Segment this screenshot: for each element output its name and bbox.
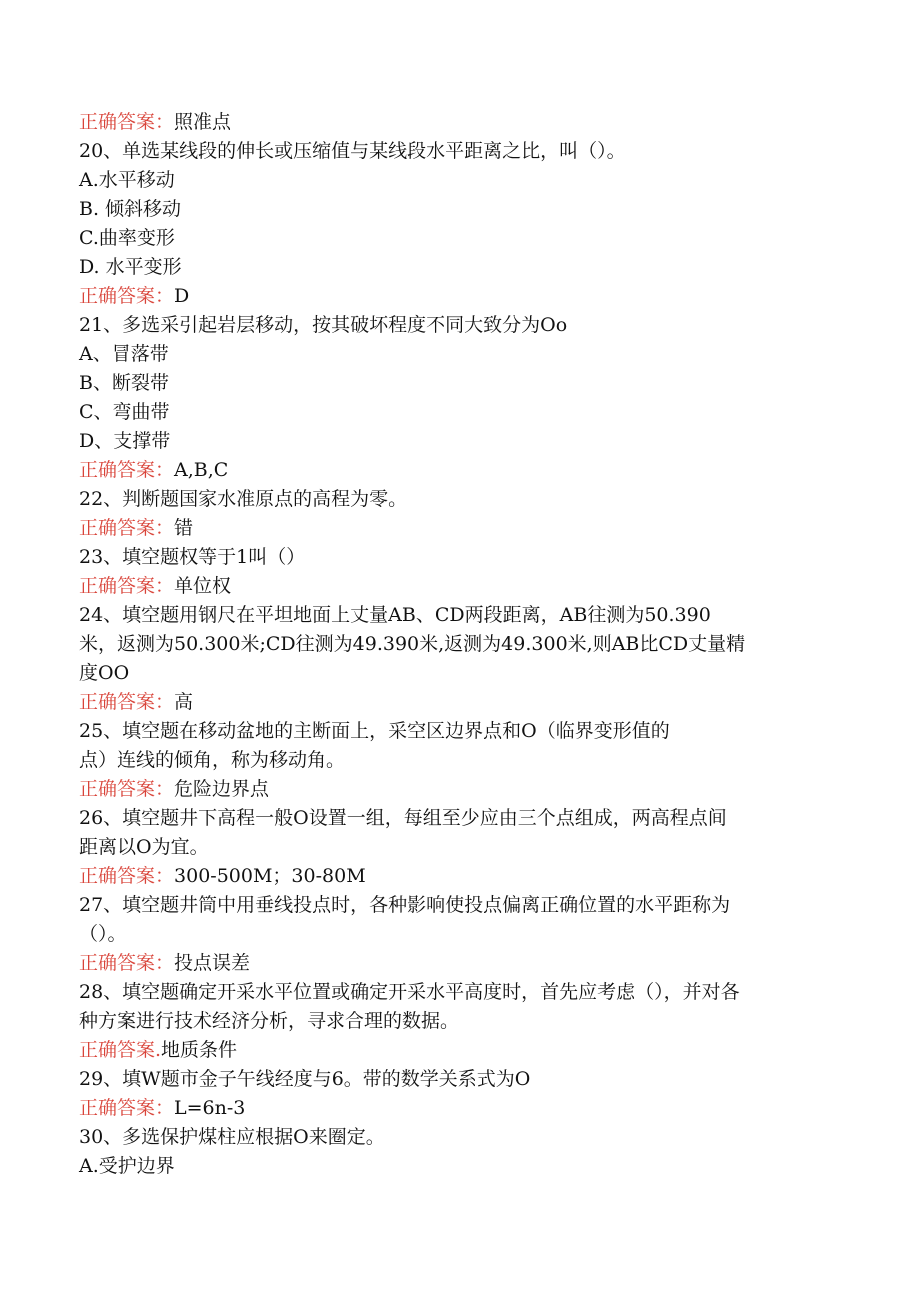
question-text-line: 度OO [79, 662, 130, 684]
question-text-line: 21、多选采引起岩层移动，按其破坏程度不同大致分为Oo [79, 314, 568, 336]
question-text-line: B、断裂带 [79, 372, 169, 394]
answer-line [79, 949, 850, 978]
answer-line [79, 688, 850, 717]
answer-line [79, 282, 850, 311]
answer-label: 正确答案： [79, 691, 175, 713]
answer-value: 300-500M；30-80M [174, 865, 366, 887]
answer-value: 地质条件 [161, 1039, 238, 1061]
answer-label: 正确答案： [79, 952, 175, 974]
answer-label: 正确答案. [79, 1039, 162, 1061]
question-text-line: A.受护边界 [79, 1155, 175, 1177]
answer-value: 高 [174, 691, 194, 713]
answer-value: 照准点 [174, 111, 232, 133]
answer-value: 错 [174, 517, 194, 539]
question-text-line: 25、填空题在移动盆地的主断面上，采空区边界点和O（临界变形值的 [79, 720, 670, 742]
question-text-line: 20、单选某线段的伸长或压缩值与某线段水平距离之比，叫（）。 [79, 140, 626, 162]
question-text-line: A.水平移动 [79, 169, 175, 191]
question-text-line: B. 倾斜移动 [79, 198, 182, 220]
question-text-line: 24、填空题用钢尺在平坦地面上丈量AB、CD两段距离，AB往测为50.390 [79, 604, 711, 626]
question-text-line: 22、判断题国家水准原点的高程为零。 [79, 488, 408, 510]
answer-label: 正确答案： [79, 1097, 175, 1119]
answer-line [79, 1094, 850, 1123]
question-text-line: C.曲率变形 [79, 227, 175, 249]
answer-line [79, 572, 850, 601]
answer-line [79, 108, 850, 137]
answer-label: 正确答案： [79, 111, 175, 133]
answer-value: 投点误差 [174, 952, 251, 974]
answer-line [79, 1036, 850, 1065]
answer-line [79, 862, 850, 891]
question-text-line: 28、填空题确定开采水平位置或确定开采水平高度时，首先应考虑（），并对各 [79, 981, 740, 1003]
question-text-line: 23、填空题权等于1叫（） [79, 546, 306, 568]
question-text-line: A、冒落带 [79, 343, 169, 365]
answer-value: D [174, 285, 190, 307]
question-text-line: C、弯曲带 [79, 401, 170, 423]
question-text-line: 29、填W题市金子午线经度与6。带的数学关系式为O [79, 1068, 531, 1090]
answer-value: L=6n-3 [174, 1097, 246, 1119]
answer-label: 正确答案： [79, 778, 175, 800]
question-text-line: 27、填空题井筒中用垂线投点时，各种影响使投点偏离正确位置的水平距称为 [79, 894, 731, 916]
question-text-line: D. 水平变形 [79, 256, 182, 278]
answer-line [79, 514, 850, 543]
answer-value: 单位权 [174, 575, 232, 597]
answer-label: 正确答案： [79, 285, 175, 307]
answer-label: 正确答案： [79, 517, 175, 539]
question-text-line: 点）连线的倾角，称为移动角。 [79, 749, 346, 771]
answer-label: 正确答案： [79, 865, 175, 887]
answer-value: 危险边界点 [174, 778, 270, 800]
question-text-line: D、支撑带 [79, 430, 171, 452]
question-text-line: 种方案进行技术经济分析，寻求合理的数据。 [79, 1010, 460, 1032]
question-text-line: 距离以O为宜。 [79, 836, 209, 858]
answer-label: 正确答案： [79, 459, 175, 481]
question-text-line: 26、填空题井下高程一般O设置一组，每组至少应由三个点组成，两高程点间 [79, 807, 727, 829]
answer-line [79, 775, 850, 804]
question-text-line: 米，返测为50.300米;CD往测为49.390米,返测为49.300米,则AB比CD丈量精 [79, 633, 746, 655]
question-text-line: （）。 [79, 923, 127, 945]
answer-line [79, 456, 850, 485]
answer-value: A,B,C [174, 459, 229, 481]
answer-label: 正确答案： [79, 575, 175, 597]
question-text-line: 30、多选保护煤柱应根据O来圈定。 [79, 1126, 385, 1148]
